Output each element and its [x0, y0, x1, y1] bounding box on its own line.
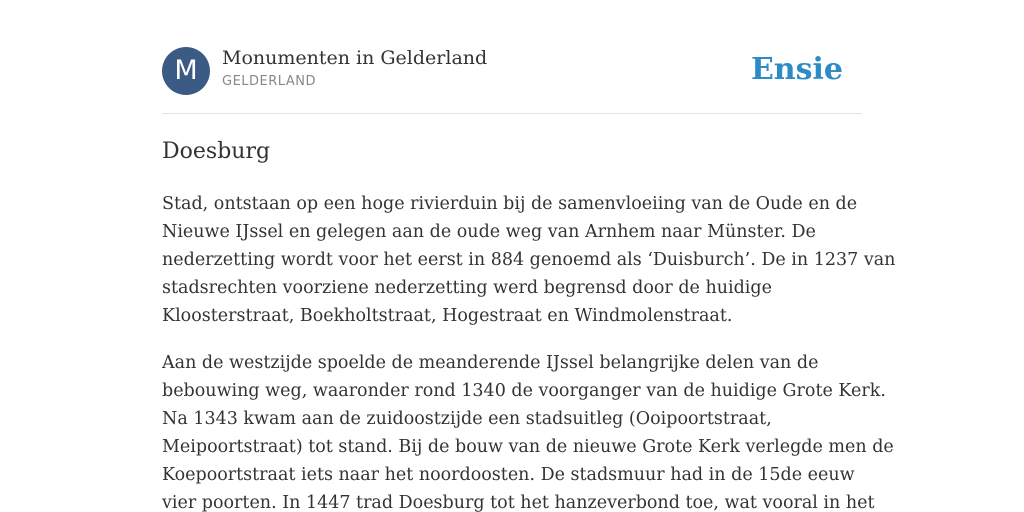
avatar[interactable]: M: [162, 47, 210, 95]
paragraph-1: [162, 190, 896, 330]
article-title: Doesburg: [162, 139, 271, 164]
paragraph-2: [162, 349, 894, 512]
paragraph-line: Koepoortstraat iets naar het noordoosten. De stadsmuur had in de 15de eeuw: [162, 465, 855, 485]
paragraph-line: Na 1343 kwam aan de zuidoostzijde een stadsuitleg (Ooipoortstraat,: [162, 409, 772, 429]
paragraph-line: Meipoortstraat) tot stand. Bij de bouw van de nieuwe Grote Kerk verlegde men de: [162, 437, 894, 457]
brand-logo[interactable]: Ensie: [750, 52, 843, 87]
paragraph-line: Kloosterstraat, Boekholtstraat, Hogestraat en Windmolenstraat.: [162, 306, 733, 326]
header-divider: [162, 113, 862, 114]
paragraph-line: vier poorten. In 1447 trad Doesburg tot het hanzeverbond toe, wat vooral in het: [162, 493, 875, 512]
site-subtitle[interactable]: GELDERLAND: [222, 74, 316, 89]
site-header: [162, 46, 862, 96]
article-body: [162, 190, 896, 512]
paragraph-line: bebouwing weg, waaronder rond 1340 de voorganger van de huidige Grote Kerk.: [162, 381, 886, 401]
paragraph-line: Nieuwe IJssel en gelegen aan de oude weg van Arnhem naar Münster. De: [162, 222, 816, 242]
paragraph-line: stadsrechten voorziene nederzetting werd begrensd door de huidige: [162, 278, 772, 298]
site-title[interactable]: Monumenten in Gelderland: [222, 47, 488, 69]
paragraph-line: Stad, ontstaan op een hoge rivierduin bij de samenvloeiing van de Oude en de: [162, 194, 858, 214]
paragraph-line: nederzetting wordt voor het eerst in 884 genoemd als ‘Duisburch’. De in 1237 van: [162, 250, 896, 270]
paragraph-line: Aan de westzijde spoelde de meanderende IJssel belangrijke delen van de: [162, 353, 819, 373]
